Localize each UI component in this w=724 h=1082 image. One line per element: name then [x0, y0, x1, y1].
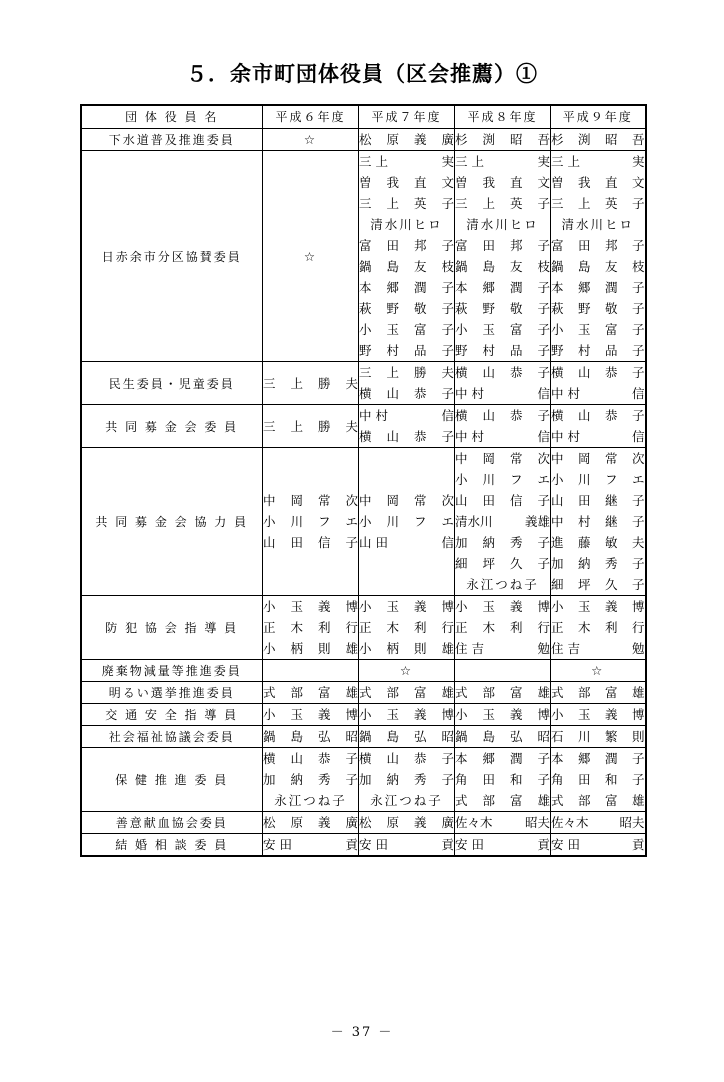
page-title: ５．余市町団体役員（区会推薦）①	[186, 61, 538, 86]
officer-names-cell: ☆	[263, 129, 359, 151]
officer-names-cell: 杉 渕 昭 吾	[455, 129, 551, 151]
page-number: － 37 －	[330, 1025, 394, 1040]
table-row	[81, 405, 646, 448]
officer-names-cell: ☆	[263, 151, 359, 362]
officers-table	[80, 104, 647, 857]
table-row	[81, 834, 646, 857]
officer-names-cell: 中 岡 常 次 小 川 フ エ 山 田 信	[359, 448, 455, 596]
officer-title-cell: 善意献血協会委員	[81, 812, 263, 834]
officer-title-cell: 保 健 推 進 委 員	[81, 748, 263, 812]
officer-names-cell: 小 玉 義 博 正 木 利 行 住 吉 勉	[455, 596, 551, 660]
officer-title-cell: 共 同 募 金 会 協 力 員	[81, 448, 263, 596]
officer-title-cell: 社会福祉協議会委員	[81, 726, 263, 748]
column-header-h8: 平成８年度	[455, 105, 551, 129]
officer-names-cell: 小 玉 義 博	[455, 704, 551, 726]
officer-names-cell: 本 郷 潤 子 角 田 和 子 式 部 富 雄	[455, 748, 551, 812]
officer-names-cell: 三 上 実 曽 我 直 文 三 上 英 子 清水川ヒロ 富 田 邦 子 鍋 島 友 枝 本 郷 潤 子 萩 野 敬 子 小 玉 富 子 野 村 品 子	[551, 151, 646, 362]
table-row	[81, 660, 646, 682]
officer-names-cell	[263, 660, 359, 682]
officer-names-cell	[455, 660, 551, 682]
officer-title-cell: 交 通 安 全 指 導 員	[81, 704, 263, 726]
officer-names-cell: 小 玉 義 博	[551, 704, 646, 726]
officer-names-cell: 三 上 勝 夫	[263, 362, 359, 405]
officer-names-cell: 松 原 義 廣	[359, 812, 455, 834]
table-row	[81, 812, 646, 834]
officer-names-cell: 安 田 貢	[551, 834, 646, 857]
table-row	[81, 748, 646, 812]
officer-names-cell: ☆	[359, 660, 455, 682]
table-row	[81, 726, 646, 748]
officer-title-cell: 民生委員・児童委員	[81, 362, 263, 405]
officer-names-cell: 横 山 恭 子 中 村 信	[551, 405, 646, 448]
table-body	[81, 129, 646, 857]
table-row	[81, 129, 646, 151]
officer-names-cell: 式 部 富 雄	[263, 682, 359, 704]
officer-names-cell: 杉 渕 昭 吾	[551, 129, 646, 151]
officer-names-cell: 松 原 義 廣	[263, 812, 359, 834]
officer-names-cell: 佐々木 昭夫	[455, 812, 551, 834]
officer-names-cell: 本 郷 潤 子 角 田 和 子 式 部 富 雄	[551, 748, 646, 812]
officer-title-cell: 防 犯 協 会 指 導 員	[81, 596, 263, 660]
officer-names-cell: 式 部 富 雄	[455, 682, 551, 704]
table-header	[81, 105, 646, 129]
officer-names-cell: 松 原 義 廣	[359, 129, 455, 151]
officer-names-cell: 横 山 恭 子 中 村 信	[455, 362, 551, 405]
officer-title-cell: 明るい選挙推進委員	[81, 682, 263, 704]
table-row	[81, 448, 646, 596]
officers-table-wrapper	[80, 104, 645, 857]
officer-names-cell: 横 山 恭 子 中 村 信	[551, 362, 646, 405]
officer-names-cell: 小 玉 義 博	[263, 704, 359, 726]
officer-names-cell: 三 上 勝 夫	[263, 405, 359, 448]
officer-names-cell: 横 山 恭 子 加 納 秀 子 永江つね子	[263, 748, 359, 812]
officer-names-cell: 三 上 実 曽 我 直 文 三 上 英 子 清水川ヒロ 富 田 邦 子 鍋 島 友 枝 本 郷 潤 子 萩 野 敬 子 小 玉 富 子 野 村 品 子	[359, 151, 455, 362]
officer-title-cell: 日赤余市分区協賛委員	[81, 151, 263, 362]
document-page	[0, 58, 724, 1082]
officer-names-cell: 横 山 恭 子 中 村 信	[455, 405, 551, 448]
officer-names-cell: 三 上 実 曽 我 直 文 三 上 英 子 清水川ヒロ 富 田 邦 子 鍋 島 友 枝 本 郷 潤 子 萩 野 敬 子 小 玉 富 子 野 村 品 子	[455, 151, 551, 362]
officer-names-cell: 横 山 恭 子 加 納 秀 子 永江つね子	[359, 748, 455, 812]
officer-names-cell: 三 上 勝 夫 横 山 恭 子	[359, 362, 455, 405]
officer-names-cell: ☆	[551, 660, 646, 682]
column-header-name: 団 体 役 員 名	[81, 105, 263, 129]
officer-names-cell: 佐々木 昭夫	[551, 812, 646, 834]
officer-title-cell: 共 同 募 金 会 委 員	[81, 405, 263, 448]
column-header-h7: 平成７年度	[359, 105, 455, 129]
officer-names-cell: 中 岡 常 次 小 川 フ エ 山 田 信 子	[263, 448, 359, 596]
officer-names-cell: 小 玉 義 博 正 木 利 行 住 吉 勉	[551, 596, 646, 660]
table-row	[81, 596, 646, 660]
table-row	[81, 682, 646, 704]
officer-names-cell: 中 岡 常 次 小 川 フ エ 山 田 継 子 中 村 継 子 進 藤 敏 夫 加 納 秀 子 細 坪 久 子	[551, 448, 646, 596]
officer-names-cell: 石 川 繁 則	[551, 726, 646, 748]
officer-names-cell: 式 部 富 雄	[551, 682, 646, 704]
officer-names-cell: 鍋 島 弘 昭	[359, 726, 455, 748]
officer-names-cell: 小 玉 義 博	[359, 704, 455, 726]
table-row	[81, 362, 646, 405]
officer-names-cell: 鍋 島 弘 昭	[263, 726, 359, 748]
officer-names-cell: 鍋 島 弘 昭	[455, 726, 551, 748]
officer-names-cell: 中 岡 常 次 小 川 フ エ 山 田 信 子 清水川 義雄 加 納 秀 子 細 坪 久 子 永江つね子	[455, 448, 551, 596]
officer-title-cell: 下水道普及推進委員	[81, 129, 263, 151]
officer-names-cell: 小 玉 義 博 正 木 利 行 小 柄 則 雄	[263, 596, 359, 660]
table-row	[81, 151, 646, 362]
table-header-row	[81, 105, 646, 129]
table-row	[81, 704, 646, 726]
officer-names-cell: 安 田 貢	[359, 834, 455, 857]
officer-title-cell: 廃棄物減量等推進委員	[81, 660, 263, 682]
officer-names-cell: 式 部 富 雄	[359, 682, 455, 704]
officer-names-cell: 小 玉 義 博 正 木 利 行 小 柄 則 雄	[359, 596, 455, 660]
officer-names-cell: 中 村 信 横 山 恭 子	[359, 405, 455, 448]
officer-names-cell: 安 田 貢	[455, 834, 551, 857]
officer-title-cell: 結 婚 相 談 委 員	[81, 834, 263, 857]
column-header-h6: 平成６年度	[263, 105, 359, 129]
column-header-h9: 平成９年度	[551, 105, 646, 129]
officer-names-cell: 安 田 貢	[263, 834, 359, 857]
